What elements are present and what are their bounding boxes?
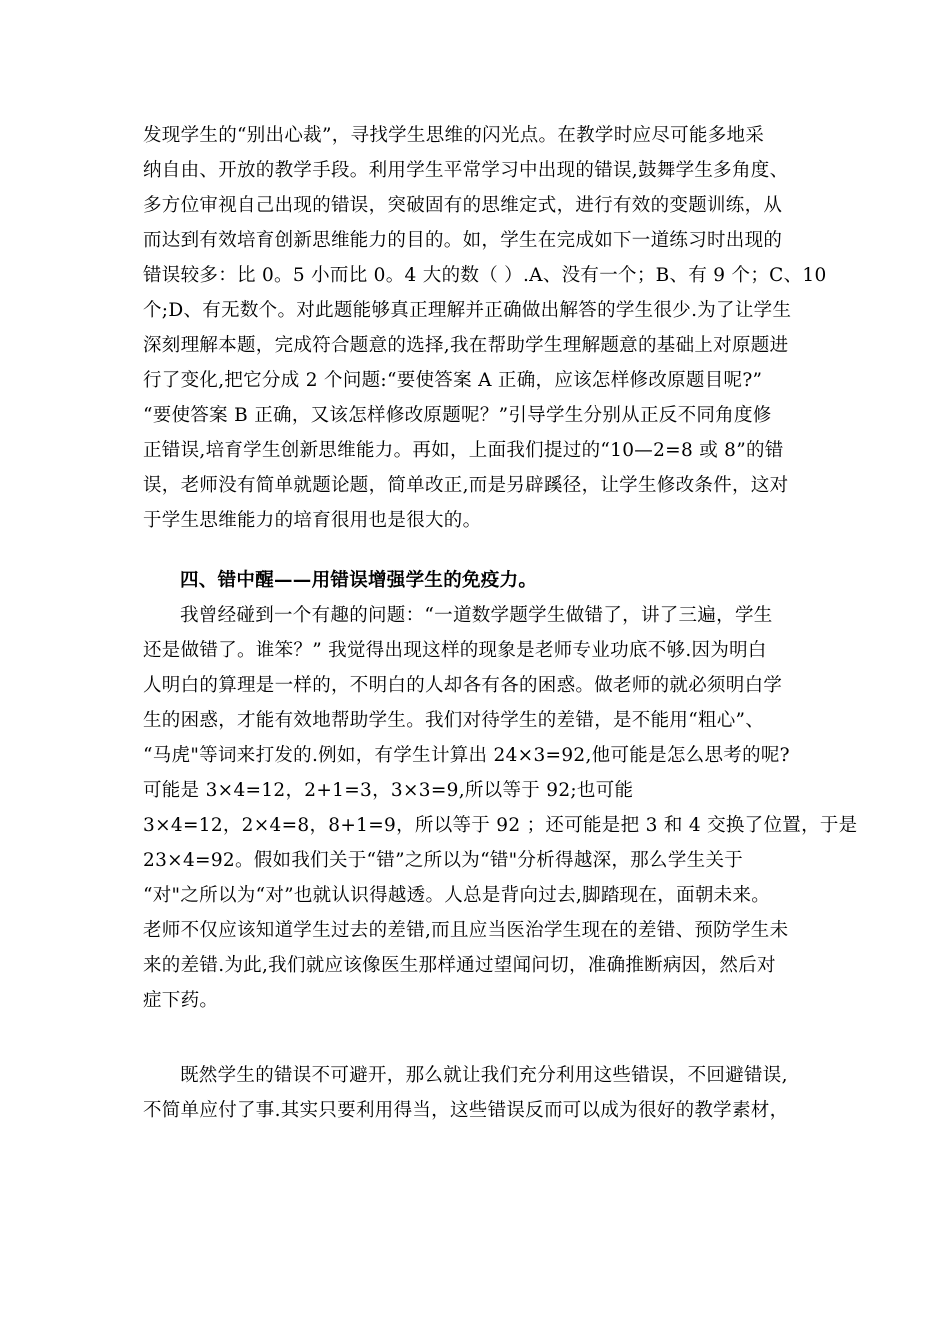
paragraph-line: “马虎"等词来打发的.例如，有学生计算出 24×3=92,他可能是怎么思考的呢? (143, 745, 790, 766)
paragraph-line: 来的差错.为此,我们就应该像医生那样通过望闻问切，准确推断病因，然后对 (143, 955, 776, 976)
paragraph-line: 3×4=12，2×4=8，8+1=9，所以等于 92 ；还可能是把 3 和 4 交换了位置，于是 (143, 815, 858, 836)
paragraph-line: 而达到有效培育创新思维能力的目的。如，学生在完成如下一道练习时出现的 (143, 230, 783, 251)
paragraph-line: 正错误,培育学生创新思维能力。再如，上面我们提过的“10—2=8 或 8”的错 (143, 440, 784, 461)
paragraph-line: 我曾经碰到一个有趣的问题：“一道数学题学生做错了，讲了三遍，学生 (180, 605, 773, 626)
paragraph-line: 老师不仅应该知道学生过去的差错,而且应当医治学生现在的差错、预防学生未 (143, 920, 789, 941)
paragraph-line: “对"之所以为“对”也就认识得越透。人总是背向过去,脚踏现在，面朝未来。 (143, 885, 771, 906)
section-heading: 四、错中醒——用错误增强学生的免疫力。 (180, 570, 538, 591)
paragraph-line: 行了变化,把它分成 2 个问题:“要使答案 A 正确，应该怎样修改原题目呢?” (143, 370, 763, 391)
paragraph-line: 症下药。 (143, 990, 219, 1011)
paragraph-line: “要使答案 B 正确，又该怎样修改原题呢？”引导学生分别从正反不同角度修 (143, 405, 772, 426)
paragraph-line: 于学生思维能力的培育很用也是很大的。 (143, 510, 482, 531)
paragraph-line: 23×4=92。假如我们关于“错”之所以为“错"分析得越深，那么学生关于 (143, 850, 744, 871)
paragraph-line: 纳自由、开放的教学手段。利用学生平常学习中出现的错误,鼓舞学生多角度、 (143, 160, 789, 181)
paragraph-line: 发现学生的“别出心裁”，寻找学生思维的闪光点。在教学时应尽可能多地采 (143, 125, 765, 146)
paragraph-line: 个;D、有无数个。对此题能够真正理解并正确做出解答的学生很少.为了让学生 (143, 300, 792, 321)
paragraph-line: 可能是 3×4=12，2+1=3，3×3=9,所以等于 92;也可能 (143, 780, 634, 801)
paragraph-line: 多方位审视自己出现的错误，突破固有的思维定式，进行有效的变题训练，从 (143, 195, 783, 216)
paragraph-line: 错误较多：比 0。5 小而比 0。4 大的数（ ）.A、没有一个；B、有 9 个；C、10 (143, 265, 827, 286)
paragraph-line: 生的困惑，才能有效地帮助学生。我们对待学生的差错，是不能用“粗心”、 (143, 710, 765, 731)
paragraph-line: 不简单应付了事.其实只要利用得当，这些错误反而可以成为很好的教学素材， (143, 1100, 789, 1121)
paragraph-line: 深刻理解本题，完成符合题意的选择,我在帮助学生理解题意的基础上对原题进 (143, 335, 789, 356)
paragraph-line: 人明白的算理是一样的，不明白的人却各有各的困惑。做老师的就必须明白学 (143, 675, 783, 696)
paragraph-line: 误，老师没有简单就题论题，简单改正,而是另辟蹊径，让学生修改条件，这对 (143, 475, 789, 496)
paragraph-line: 既然学生的错误不可避开，那么就让我们充分利用这些错误，不回避错误, (180, 1065, 788, 1086)
paragraph-line: 还是做错了。谁笨？” 我觉得出现这样的现象是老师专业功底不够.因为明白 (143, 640, 767, 661)
